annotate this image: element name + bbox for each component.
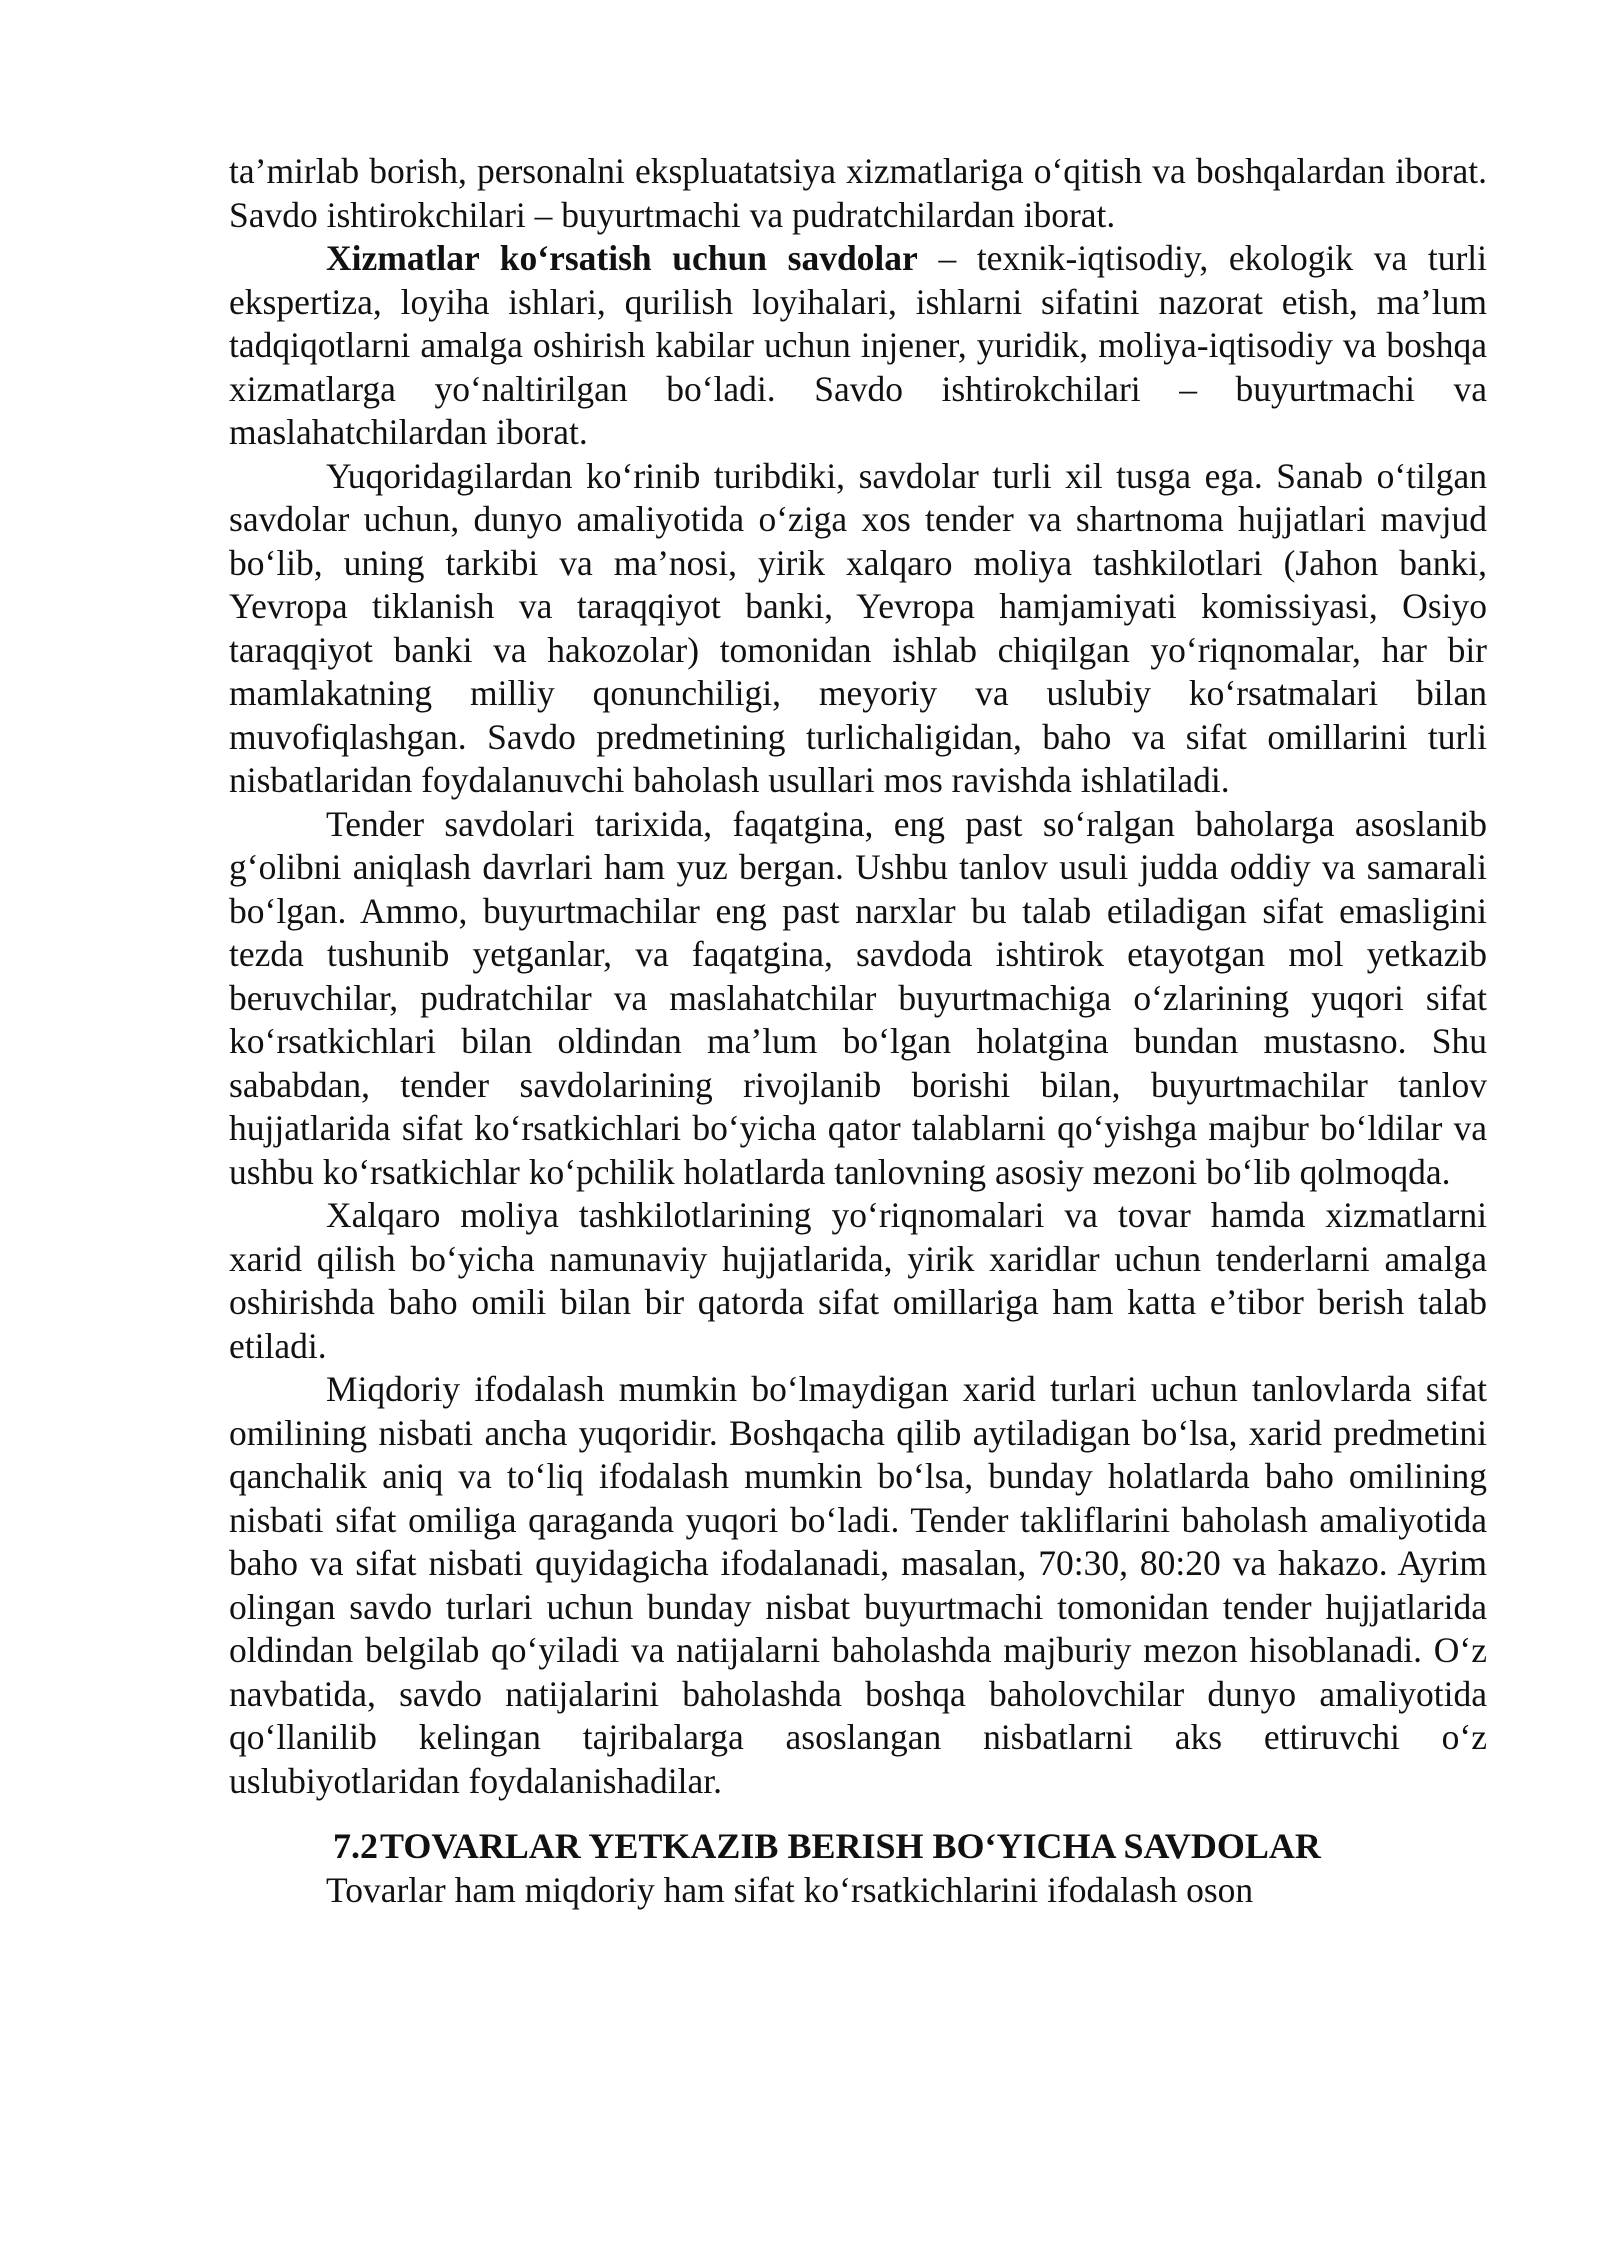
paragraph-2-bold-lead: Xizmatlar ko‘rsatish uchun savdolar — [326, 238, 918, 278]
paragraph-3 — [229, 455, 1487, 803]
section-title: TOVARLAR YETKAZIB BERISH BO‘YICHA SAVDOLAR — [380, 1826, 1321, 1866]
paragraph-5 — [229, 1194, 1487, 1368]
paragraph-3-text: Yuqoridagilardan ko‘rinib turibdiki, savdolar turli xil tusga ega. Sanab o‘tilgan savdolar uchun, dunyo amaliyotida o‘ziga xos tender va shartnoma hujjatlari mavjud bo‘lib, uning tarkibi va ma’nosi, yirik xalqaro moliya tashkilotlari (Jahon banki, Yevropa tiklanish va taraqqiyot banki, Yevropa hamjamiyati komissiyasi, Osiyo taraqqiyot banki va hakozolar) tomonidan ishlab chiqilgan yo‘riqnomalar, har bir mamlakatning milliy qonunchiligi, meyoriy va uslubiy ko‘rsatmalari bilan muvofiqlashgan. Savdo predmetining turlichaligidan, baho va sifat omillarini turli nisbatlaridan foydalanuvchi baholash usullari mos ravishda ishlatiladi. — [229, 455, 1487, 800]
paragraph-2-text: – texnik-iqtisodiy, ekologik va turli ekspertiza, loyiha ishlari, qurilish loyihalari, ishlarni sifatini nazorat etish, ma’lum tadqiqotlarni amalga oshirish kabilar uchun injener, yuridik, moliya-iqtisodiy va boshqa xizmatlarga yo‘naltirilgan bo‘ladi. Savdo ishtirokchilari – buyurtmachi va maslahatchilardan iborat. — [229, 238, 1487, 452]
paragraph-4 — [229, 803, 1487, 1195]
section-first-line — [229, 1869, 1487, 1913]
paragraph-6 — [229, 1368, 1487, 1803]
paragraph-1-text: ta’mirlab borish, personalni ekspluatatsiya xizmatlariga o‘qitish va boshqalardan iborat. Savdo ishtirokchilari – buyurtmachi va pudratchilardan iborat. — [229, 151, 1487, 235]
paragraph-5-text: Xalqaro moliya tashkilotlarining yo‘riqnomalari va tovar hamda xizmatlarni xarid qilish bo‘yicha namunaviy hujjatlarida, yirik xaridlar uchun tenderlarni amalga oshirishda baho omili bilan bir qatorda sifat omillariga ham katta e’tibor berish talab etiladi. — [229, 1195, 1487, 1366]
paragraph-4-text: Tender savdolari tarixida, faqatgina, eng past so‘ralgan baholarga asoslanib g‘olibni aniqlash davrlari ham yuz bergan. Ushbu tanlov usuli judda oddiy va samarali bo‘lgan. Ammo, buyurtmachilar eng past narxlar bu talab etiladigan sifat emasligini tezda tushunib yetganlar, va faqatgina, savdoda ishtirok etayotgan mol yetkazib beruvchilar, pudratchilar va maslahatchilar buyurtmachiga o‘zlarining yuqori sifat ko‘rsatkichlari bilan oldindan ma’lum bo‘lgan holatgina bundan mustasno. Shu sababdan, tender savdolarining rivojlanib borishi bilan, buyurtmachilar tanlov hujjatlarida sifat ko‘rsatkichlari bo‘yicha qator talablarni qo‘yishga majbur bo‘ldilar va ushbu ko‘rsatkichlar ko‘pchilik holatlarda tanlovning asosiy mezoni bo‘lib qolmoqda. — [229, 803, 1487, 1192]
section-number: 7.2 — [333, 1826, 378, 1866]
document-page — [229, 150, 1487, 1912]
section-heading — [229, 1825, 1487, 1869]
section-first-line-text: Tovarlar ham miqdoriy ham sifat ko‘rsatkichlarini ifodalash oson — [326, 1869, 1254, 1910]
paragraph-6-text: Miqdoriy ifodalash mumkin bo‘lmaydigan xarid turlari uchun tanlovlarda sifat omilining nisbati ancha yuqoridir. Boshqacha qilib aytiladigan bo‘lsa, xarid predmetini qanchalik aniq va to‘liq ifodalash mumkin bo‘lsa, bunday holatlarda baho omilining nisbati sifat omiliga qaraganda yuqori bo‘ladi. Tender takliflarini baholash amaliyotida baho va sifat nisbati quyidagicha ifodalanadi, masalan, 70:30, 80:20 va hakazo. Ayrim olingan savdo turlari uchun bunday nisbat buyurtmachi tomonidan tender hujjatlarida oldindan belgilab qo‘yiladi va natijalarni baholashda majburiy mezon hisoblanadi. O‘z navbatida, savdo natijalarini baholashda boshqa baholovchilar dunyo amaliyotida qo‘llanilib kelingan tajribalarga asoslangan nisbatlarni aks ettiruvchi o‘z uslubiyotlaridan foydalanishadilar. — [229, 1369, 1487, 1801]
paragraph-2 — [229, 237, 1487, 455]
paragraph-1 — [229, 150, 1487, 237]
